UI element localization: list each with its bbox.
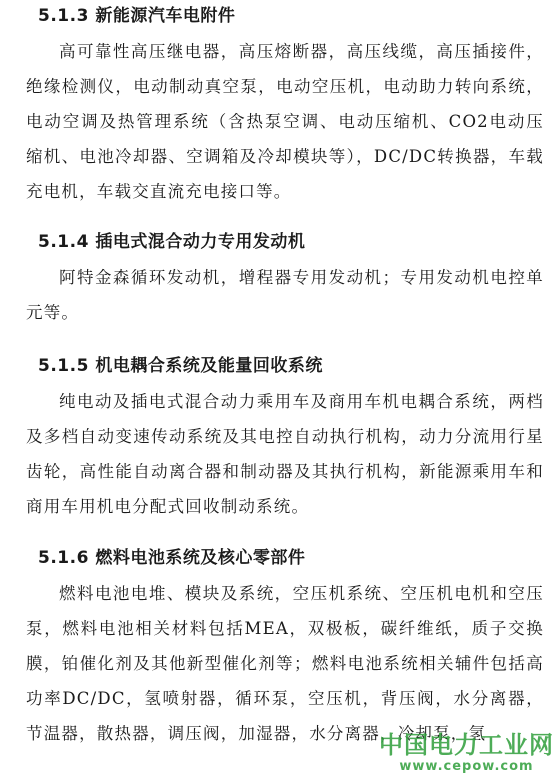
section-heading: 5.1.6 燃料电池系统及核心零部件 xyxy=(38,548,306,568)
watermark-url: www.cepow.com xyxy=(399,759,534,774)
section-heading: 5.1.5 机电耦合系统及能量回收系统 xyxy=(38,356,323,376)
section-heading: 5.1.3 新能源汽车电附件 xyxy=(38,6,236,26)
site-watermark xyxy=(379,731,554,775)
watermark-title: 中国电力工业网 xyxy=(379,731,554,759)
section-5-1-6 xyxy=(26,546,544,751)
section-5-1-3 xyxy=(26,4,544,209)
section-heading: 5.1.4 插电式混合动力专用发动机 xyxy=(38,232,306,252)
section-body: 阿特金森循环发动机，增程器专用发动机；专用发动机电控单元等。 xyxy=(26,268,544,322)
section-body: 燃料电池电堆、模块及系统，空压机系统、空压机电机和空压泵，燃料电池相关材料包括MEA，双极板，碳纤维纸，质子交换膜，铂催化剂及其他新型催化剂等；燃料电池系统相关辅件包括高功率DC/DC，氢喷射器，循环泵，空压机，背压阀，水分离器，节温器，散热器，调压阀，加湿器，水分离器，冷却泵，氢 xyxy=(26,584,544,743)
section-body: 纯电动及插电式混合动力乘用车及商用车机电耦合系统，两档及多档自动变速传动系统及其电控自动执行机构，动力分流用行星齿轮，高性能自动离合器和制动器及其执行机构，新能源乘用车和商用车用机电分配式回收制动系统。 xyxy=(26,392,544,516)
section-body: 高可靠性高压继电器，高压熔断器，高压线缆，高压插接件，绝缘检测仪，电动制动真空泵，电动空压机，电动助力转向系统，电动空调及热管理系统（含热泵空调、电动压缩机、CO2电动压缩机、电池冷却器、空调箱及冷却模块等），DC/DC转换器，车载充电机，车载交直流充电接口等。 xyxy=(26,42,544,201)
section-5-1-5 xyxy=(26,354,544,524)
section-5-1-4 xyxy=(26,230,544,330)
